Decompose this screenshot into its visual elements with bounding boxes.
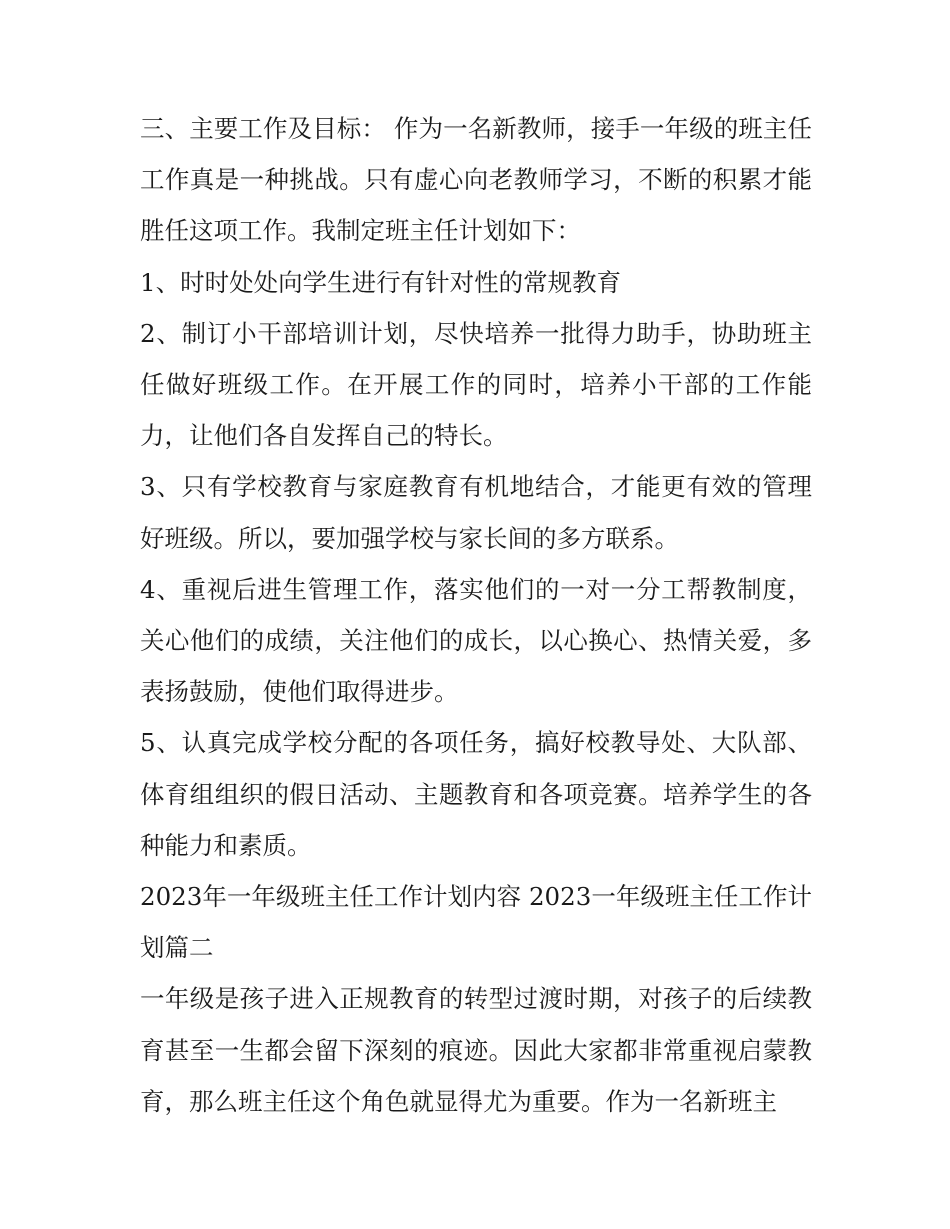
paragraph-goals-intro: 三、主要工作及目标： 作为一名新教师，接手一年级的班主任工作真是一种挑战。只有虚心向老教师学习，不断的积累才能胜任这项工作。我制定班主任计划如下： [140,114,812,246]
section-heading-part-two: 2023年一年级班主任工作计划内容 2023一年级班主任工作计划篇二 [140,882,812,963]
paragraph-item-4: 4、重视后进生管理工作，落实他们的一对一分工帮教制度，关心他们的成绩，关注他们的成长，以心换心、热情关爱，多表扬鼓励，使他们取得进步。 [140,574,812,707]
paragraph-part-two-intro: 一年级是孩子进入正规教育的转型过渡时期，对孩子的后续教育甚至一生都会留下深刻的痕迹。因此大家都非常重视启蒙教育，那么班主任这个角色就显得尤为重要。作为一名新班主 [140,984,812,1116]
paragraph-item-3: 3、只有学校教育与家庭教育有机地结合，才能更有效的管理好班级。所以，要加强学校与家长间的多方联系。 [140,472,812,553]
document-body [140,103,812,1127]
paragraph-item-5: 5、认真完成学校分配的各项任务，搞好校教导处、大队部、体育组组织的假日活动、主题教育和各项竞赛。培养学生的各种能力和素质。 [140,728,812,860]
paragraph-item-1: 1、时时处处向学生进行有针对性的常规教育 [140,267,622,297]
paragraph-item-2: 2、制订小干部培训计划，尽快培养一批得力助手，协助班主任做好班级工作。在开展工作的同时，培养小干部的工作能力，让他们各自发挥自己的特长。 [140,318,812,451]
